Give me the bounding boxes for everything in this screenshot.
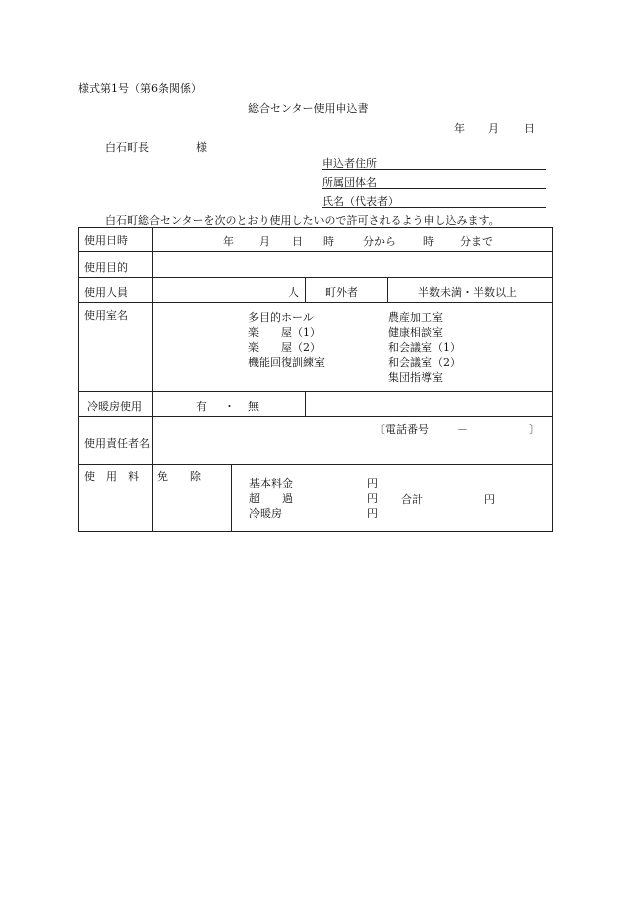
fee-total-unit: 円 (484, 493, 495, 506)
phone-label: 〔電話番号 (374, 423, 429, 436)
applicant-group-field[interactable] (322, 174, 546, 189)
room-item[interactable]: 和会議室（1） (388, 341, 461, 354)
responsible-field[interactable] (153, 417, 553, 465)
row-fee (79, 465, 553, 532)
ratio-text: 半数未満・半数以上 (418, 286, 517, 299)
fee-items (249, 476, 378, 521)
row-people (79, 278, 553, 303)
date-day: 日 (524, 122, 535, 135)
rooms-field[interactable] (153, 303, 553, 392)
purpose-label: 使用目的 (84, 261, 128, 274)
row-datetime (79, 228, 553, 252)
row-responsible (79, 417, 553, 465)
document-title: 総合センター使用申込書 (248, 102, 369, 115)
responsible-label: 使用責任者名 (84, 437, 150, 450)
datetime-field[interactable] (153, 228, 553, 252)
datetime-month: 月 (259, 235, 270, 248)
phone-close: 〕 (529, 423, 540, 436)
datetime-hour-from: 時 (323, 235, 334, 248)
rooms-right-list (388, 310, 461, 385)
aircon-label: 冷暖房使用 (87, 400, 142, 413)
room-item[interactable]: 和会議室（2） (388, 356, 461, 369)
aircon-choice-field[interactable] (153, 392, 306, 417)
room-item[interactable]: 集団指導室 (388, 371, 443, 384)
ratio-cell[interactable] (388, 278, 553, 303)
fee-item-name: 冷暖房 (249, 507, 282, 520)
datetime-day: 日 (292, 235, 303, 248)
form-number: 様式第1号（第6条関係） (78, 82, 202, 95)
fee-item-aircon[interactable] (249, 506, 378, 521)
application-form-table (78, 227, 553, 532)
room-item[interactable]: 農産加工室 (388, 311, 443, 324)
fee-divider (231, 465, 232, 531)
fee-item-name: 超 過 (249, 492, 293, 505)
outside-people-label: 町外者 (325, 286, 358, 299)
rooms-left-list (248, 310, 325, 370)
rooms-label: 使用室名 (84, 309, 128, 322)
datetime-hour-to: 時 (423, 235, 434, 248)
date-year: 年 (454, 122, 465, 135)
room-item[interactable]: 健康相談室 (388, 326, 443, 339)
datetime-year: 年 (223, 235, 234, 248)
people-unit: 人 (288, 286, 299, 299)
date-month: 月 (488, 122, 499, 135)
row-rooms (79, 303, 553, 392)
row-purpose (79, 252, 553, 278)
addressee-name: 白石町長 (105, 141, 149, 154)
applicant-group-label: 所属団体名 (322, 176, 377, 189)
datetime-minute-from: 分から (363, 235, 396, 248)
aircon-extra-field[interactable] (306, 392, 553, 417)
purpose-field[interactable] (153, 252, 553, 278)
fee-exempt-label[interactable]: 免 除 (157, 470, 201, 483)
people-label: 使用人員 (84, 286, 128, 299)
row-aircon (79, 392, 553, 417)
fee-item-unit: 円 (367, 507, 378, 520)
outside-people-cell[interactable] (306, 278, 388, 303)
phone-dash: － (457, 423, 468, 436)
fee-item-unit: 円 (367, 477, 378, 490)
fee-total-label: 合計 (401, 493, 423, 506)
room-item[interactable]: 楽 屋（1） (248, 326, 321, 339)
aircon-dot: ・ (224, 400, 235, 413)
room-item[interactable]: 機能回復訓練室 (248, 356, 325, 369)
intro-text: 白石町総合センターを次のとおり使用したいので許可されるよう申し込みます。 (105, 214, 500, 227)
fee-item-name: 基本料金 (249, 477, 293, 490)
fee-item-basic[interactable] (249, 476, 378, 491)
fee-item-overtime[interactable] (249, 491, 378, 506)
fee-label: 使 用 料 (84, 470, 139, 483)
aircon-yes[interactable]: 有 (196, 400, 207, 413)
room-item[interactable]: 楽 屋（2） (248, 341, 321, 354)
fee-field (153, 465, 553, 532)
people-count-field[interactable] (153, 278, 306, 303)
datetime-label: 使用日時 (84, 234, 128, 247)
room-item[interactable]: 多目的ホール (248, 311, 314, 324)
applicant-name-field[interactable] (322, 193, 546, 208)
applicant-name-label: 氏名（代表者） (322, 195, 399, 208)
applicant-address-field[interactable] (322, 155, 546, 170)
addressee-honorific: 様 (196, 141, 207, 154)
datetime-minute-to: 分まで (460, 235, 493, 248)
fee-item-unit: 円 (367, 492, 378, 505)
applicant-address-label: 申込者住所 (322, 157, 377, 170)
aircon-no[interactable]: 無 (248, 400, 259, 413)
